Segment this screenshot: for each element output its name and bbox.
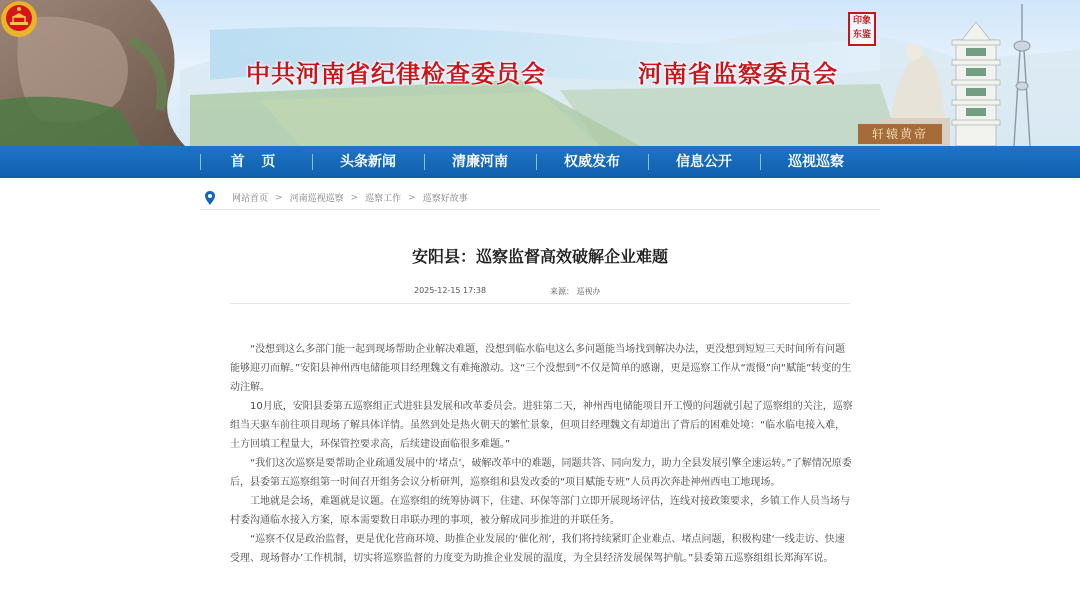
breadcrumb-separator: > — [408, 192, 416, 203]
nav-item-home[interactable]: 首 页 — [200, 146, 312, 178]
nav-items — [200, 146, 880, 178]
breadcrumb-stories[interactable]: 巡察好故事 — [422, 194, 468, 204]
nav-item-inspection[interactable]: 巡视巡察 — [760, 146, 872, 178]
article-title: 安阳县：巡察监督高效破解企业难题 — [411, 247, 668, 266]
breadcrumb-patrol-work[interactable]: 巡察工作 — [365, 194, 402, 204]
nav-item-releases[interactable]: 权威发布 — [536, 146, 648, 178]
nav-item-headlines[interactable]: 头条新闻 — [312, 146, 424, 178]
article-paragraph: 工地就是会场，难题就是议题。在巡察组的统筹协调下，住建、环保等部门立即开展现场评估，连线对接政策要求，乡镇工作人员当场与村委沟通临水接入方案，原本需要数日串联办理的事项，被分解成同步推进的并联任务。 — [230, 496, 850, 526]
nav-item-disclosure[interactable]: 信息公开 — [648, 146, 760, 178]
site-banner — [0, 0, 1080, 146]
breadcrumb-inspection[interactable]: 河南巡视巡察 — [289, 194, 344, 204]
breadcrumb — [200, 186, 880, 210]
article-source: 来源： 巡视办 — [550, 287, 601, 296]
article-paragraph: 10月底，安阳县委第五巡察组正式进驻县发展和改革委员会。进驻第二天，神州西电储能项目开工慢的问题就引起了巡察组的关注，巡察组当天驱车前往项目现场了解具体详情。虽然到处是热火朝天的繁忙景象，但项目经理魏文有却道出了背后的困难处境：“临水临电接入难，土方回填工程量大，环保管控要求高，后续建设面临很多难题。” — [230, 401, 853, 450]
breadcrumb-home[interactable]: 网站首页 — [232, 194, 269, 204]
org-name-supervision: 河南省监察委员会 — [638, 59, 838, 88]
national-emblem-icon — [0, 0, 38, 38]
article-body — [230, 340, 854, 568]
huangdi-plaque: 轩辕黄帝 — [858, 124, 942, 144]
location-pin-icon — [202, 190, 218, 206]
seal-stamp: 印象东鉴 — [848, 12, 876, 46]
breadcrumb-separator: > — [275, 192, 283, 203]
org-name-cpc: 中共河南省纪律检查委员会 — [246, 59, 546, 88]
article-meta — [230, 284, 850, 304]
article-paragraph: “巡察不仅是政治监督，更是优化营商环境、助推企业发展的‘催化剂’，我们将持续紧盯企业难点、堵点问题，积极构建‘一线走访、快速受理、现场督办’工作机制，切实将巡察监督的力度变为助推企业发展的温度，为全县经济发展保驾护航。”县委第五巡察组组长郑海军说。 — [230, 534, 845, 564]
nav-item-clean-henan[interactable]: 清廉河南 — [424, 146, 536, 178]
article-paragraph: “我们这次巡察是要帮助企业疏通发展中的‘堵点’，破解改革中的难题，同题共答、同向发力，助力全县发展引擎全速运转。”了解情况原委后，县委第五巡察组第一时间召开组务会议分析研判，巡察组和县发改委的“项目赋能专班”人员再次奔赴神州西电工地现场。 — [230, 458, 852, 488]
main-nav — [0, 146, 1080, 178]
breadcrumb-separator: > — [350, 192, 359, 203]
publish-date: 2025-12-15 17:38 — [414, 286, 487, 295]
article-paragraph: “没想到这么多部门能一起到现场帮助企业解决难题，没想到临水临电这么多问题能当场找到解决办法，更没想到短短三天时间所有问题能够迎刃而解。”安阳县神州西电储能项目经理魏文有难掩激动。这“三个没想到”不仅是简单的感谢，更是巡察工作从“震慑”向“赋能”转变的生动注解。 — [230, 344, 852, 393]
